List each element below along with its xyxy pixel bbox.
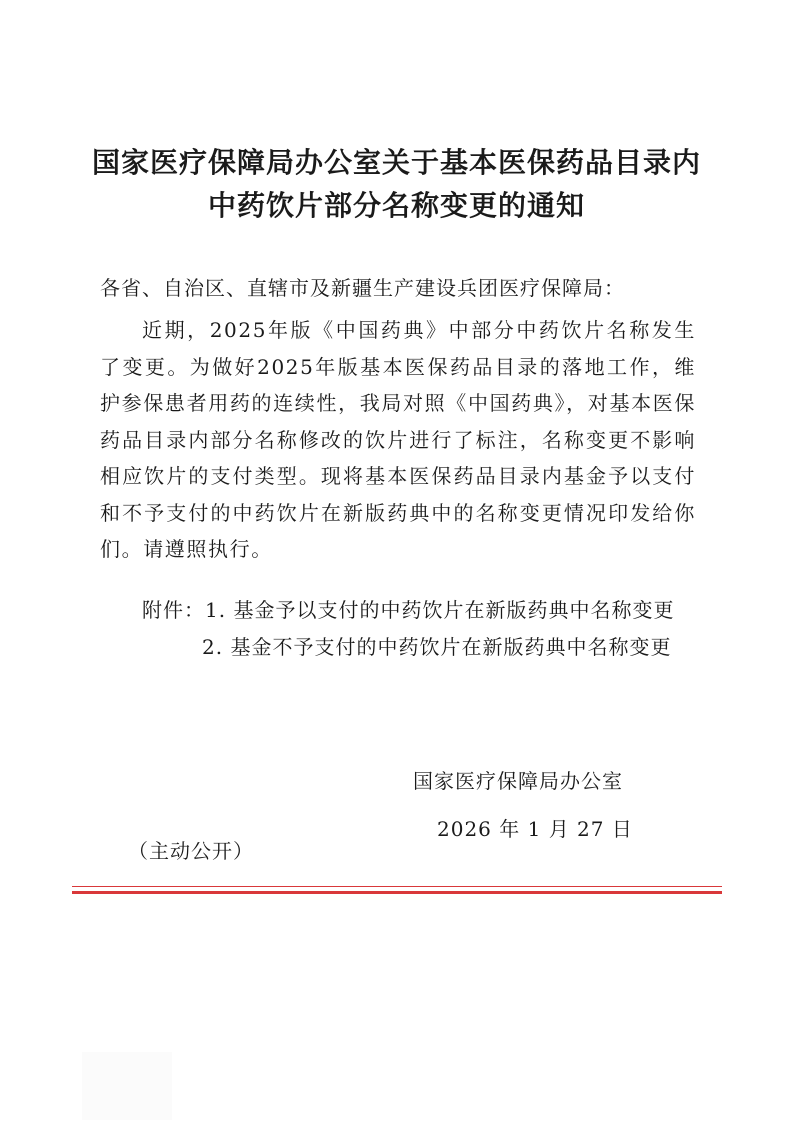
signing-date: 2026 年 1 月 27 日 (437, 817, 633, 841)
faint-background-mark (82, 1052, 172, 1120)
signing-organization: 国家医疗保障局办公室 (413, 769, 623, 793)
disclosure-note: （主动公开） (128, 839, 254, 863)
red-divider-thin (72, 886, 722, 887)
body-paragraph: 近期，2025年版《中国药典》中部分中药饮片名称发生了变更。为做好2025年版基本医保药品目录的落地工作，维护参保患者用药的连续性，我局对照《中国药典》，对基本医保药品目录内部分名称修改的饮片进行了标注，名称变更不影响相应饮片的支付类型。现将基本医保药品目录内基金予以支付和不予支付的中药饮片在新版药典中的名称变更情况印发给你们。请遵照执行。 (100, 318, 696, 561)
document-title-line-2: 中药饮片部分名称变更的通知 (207, 189, 585, 222)
attachment-item-1: 附件：1. 基金予以支付的中药饮片在新版药典中名称变更 (142, 598, 675, 622)
attachment-item-2: 2. 基金不予支付的中药饮片在新版药典中名称变更 (202, 635, 672, 659)
salutation: 各省、自治区、直辖市及新疆生产建设兵团医疗保障局： (100, 276, 625, 300)
red-divider-thick (72, 891, 722, 894)
document-title-line-1: 国家医疗保障局办公室关于基本医保药品目录内 (91, 146, 701, 179)
